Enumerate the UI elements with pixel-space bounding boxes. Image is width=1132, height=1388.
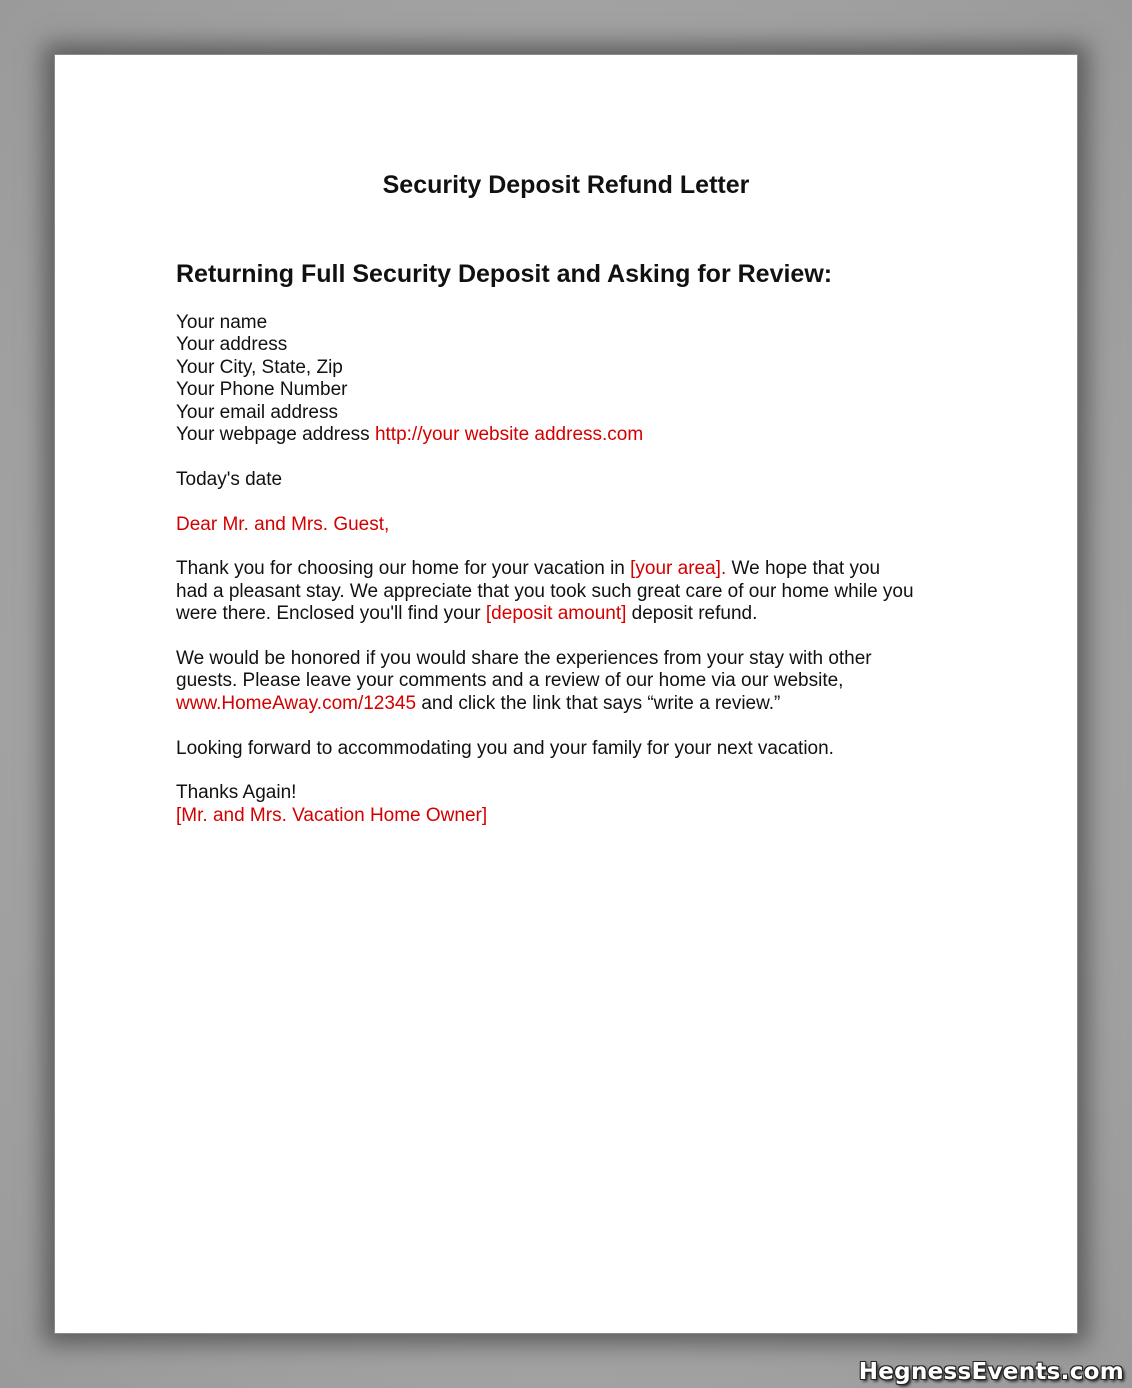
homeaway-link[interactable]: www.HomeAway.com/12345	[176, 692, 417, 714]
paragraph-review-request	[176, 648, 976, 715]
paragraph1-line3	[176, 603, 976, 625]
closing-block	[176, 782, 976, 827]
sender-webpage-label: Your webpage address	[176, 424, 370, 446]
sender-block	[176, 312, 976, 446]
paragraph1-line1	[176, 558, 976, 580]
sender-webpage-line	[176, 424, 976, 446]
watermark: HegnessEvents.com	[858, 1359, 1124, 1385]
paragraph-looking-forward	[176, 738, 976, 760]
closing-text: Thanks Again!	[176, 782, 297, 804]
letter-body	[176, 312, 976, 850]
sender-address: Your address	[176, 334, 288, 356]
document-title: Security Deposit Refund Letter	[382, 171, 750, 199]
salutation-block	[176, 514, 976, 536]
paragraph-thank-you	[176, 558, 976, 625]
area-placeholder: [your area].	[630, 558, 727, 580]
salutation: Dear Mr. and Mrs. Guest,	[176, 513, 390, 535]
paragraph2-line3	[176, 693, 976, 715]
paragraph2-line3-end: and click the link that says “write a review.”	[416, 692, 781, 714]
paragraph2-line1: We would be honored if you would share the experiences from your stay with other	[176, 648, 872, 670]
sender-email: Your email address	[176, 401, 338, 423]
letter-page	[54, 54, 1078, 1334]
deposit-placeholder: [deposit amount]	[485, 603, 627, 625]
paragraph1-line2: had a pleasant stay. We appreciate that you took such great care of our home while you	[176, 580, 914, 602]
paragraph1-line1-end: We hope that you	[726, 558, 881, 580]
date-line	[176, 469, 976, 491]
sender-webpage-link[interactable]: http://your website address.com	[374, 424, 644, 446]
letter-subheading: Returning Full Security Deposit and Asking for Review:	[176, 260, 833, 288]
sender-phone: Your Phone Number	[176, 379, 348, 401]
paragraph2-line2: guests. Please leave your comments and a review of our home via our website,	[176, 670, 844, 692]
paragraph1-line1-start: Thank you for choosing our home for your vacation in	[176, 558, 631, 580]
paragraph3-text: Looking forward to accommodating you and your family for your next vacation.	[176, 737, 834, 759]
signature-placeholder: [Mr. and Mrs. Vacation Home Owner]	[176, 804, 488, 826]
sender-city-state-zip: Your City, State, Zip	[176, 356, 343, 378]
paragraph1-line3-start: were there. Enclosed you'll find your	[176, 603, 486, 625]
paragraph1-line3-end: deposit refund.	[626, 603, 758, 625]
sender-name: Your name	[176, 312, 268, 333]
letter-date: Today's date	[176, 468, 283, 490]
